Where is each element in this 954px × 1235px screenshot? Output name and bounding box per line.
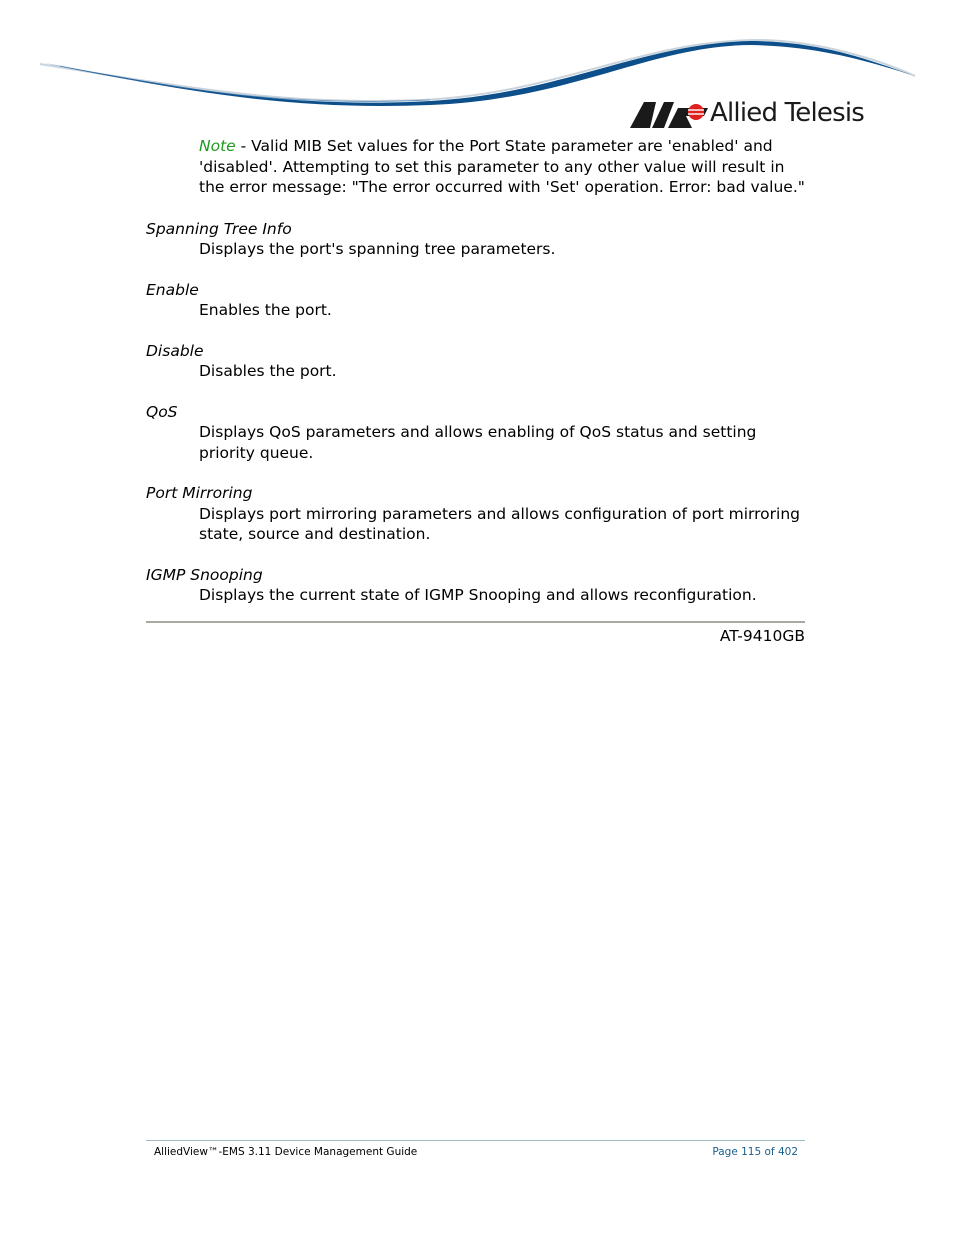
note-paragraph [199, 136, 806, 198]
logo-wordmark: Allied Telesis [710, 98, 865, 128]
logo-mark-icon [630, 102, 708, 128]
model-label: AT-9410GB [719, 627, 805, 645]
footer-guide-title: AlliedView™-EMS 3.11 Device Management Guide [154, 1146, 418, 1158]
desc-disable: Disables the port. [199, 362, 337, 380]
desc-qos: Displays QoS parameters and allows enabling of QoS status and setting priority queue. [199, 423, 757, 462]
term-spanning-tree-info: Spanning Tree Info [146, 219, 292, 238]
term-igmp-snooping: IGMP Snooping [146, 565, 263, 584]
desc-port-mirroring: Displays port mirroring parameters and allows configuration of port mirroring state, source and destination. [199, 504, 800, 543]
note-label: Note [199, 137, 236, 155]
desc-igmp-snooping: Displays the current state of IGMP Snooping and allows reconfiguration. [199, 586, 757, 604]
desc-spanning-tree-info: Displays the port's spanning tree parameters. [199, 240, 556, 258]
term-enable: Enable [146, 280, 199, 299]
footer-divider [146, 1140, 805, 1141]
footer-page-number: Page 115 of 402 [712, 1146, 798, 1158]
desc-enable: Enables the port. [199, 301, 332, 319]
document-body [146, 136, 806, 626]
term-qos: QoS [146, 402, 178, 421]
term-disable: Disable [146, 341, 204, 360]
allied-telesis-logo [630, 100, 870, 134]
section-divider [146, 621, 805, 623]
note-text: - Valid MIB Set values for the Port State parameter are 'enabled' and 'disabled'. Attempting to set this parameter to any other value will result in the error message: "The error occurred with 'Set' operation. Error: bad value." [199, 137, 805, 196]
term-port-mirroring: Port Mirroring [146, 484, 253, 502]
